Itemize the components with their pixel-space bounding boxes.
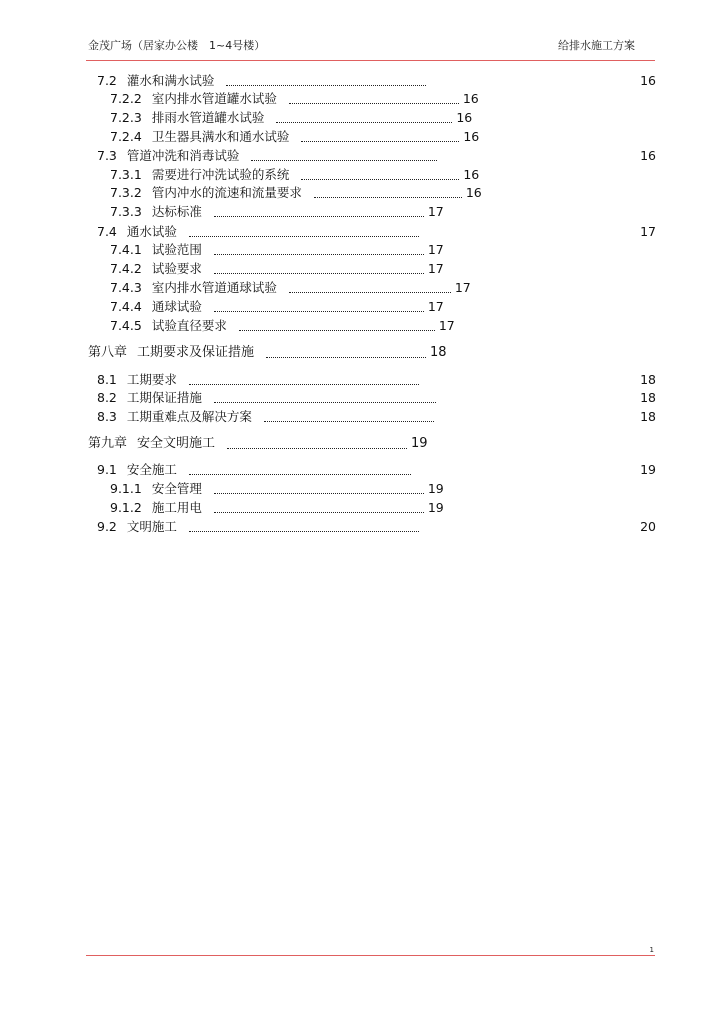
- toc-entry-page: 18: [640, 390, 656, 405]
- toc-entry-title: 室内排水管道通球试验: [151, 280, 277, 295]
- toc-entry-title: 排雨水管道罐水试验: [151, 110, 265, 125]
- toc-entry-title: 管内冲水的流速和流量要求: [151, 185, 302, 200]
- toc-entry-number: 8.2: [97, 390, 117, 405]
- toc-entry-number: 8.3: [97, 409, 117, 424]
- toc-entry-title: 工期要求: [126, 372, 177, 387]
- toc-leader-dots: [239, 329, 435, 331]
- toc-entry-number: 7.2.2: [110, 91, 142, 106]
- toc-leader-dots: [251, 159, 437, 161]
- toc-entry-page: 17: [427, 204, 444, 219]
- toc-entry-number: 7.2.3: [110, 110, 142, 125]
- toc-entry-title: 文明施工: [126, 519, 177, 534]
- toc-entry-page: 19: [427, 500, 444, 515]
- toc-entry-7-3-1[interactable]: [110, 166, 479, 184]
- toc-leader-dots: [214, 272, 424, 274]
- toc-entry-page: 16: [462, 91, 479, 106]
- toc-entry-7-4-1[interactable]: [110, 241, 444, 259]
- toc-entry-title: 通水试验: [126, 224, 177, 239]
- toc-entry-page: 19: [640, 462, 656, 477]
- header-document-title: 金茂广场（居家办公楼 1~4号楼）: [88, 39, 266, 52]
- toc-entry-number: 7.4.3: [110, 280, 142, 295]
- toc-entry-page: 20: [640, 519, 656, 534]
- toc-entry-page: 17: [454, 280, 471, 295]
- toc-entry-7-3-3[interactable]: [110, 203, 444, 221]
- toc-entry-title: 安全管理: [151, 481, 202, 496]
- toc-entry-title: 试验要求: [151, 261, 202, 276]
- toc-entry-9-1-1[interactable]: [110, 480, 444, 498]
- header-divider: [86, 60, 655, 61]
- toc-chapter-number: 第八章: [88, 345, 128, 360]
- toc-leader-dots: [289, 291, 451, 293]
- toc-leader-dots: [214, 511, 424, 513]
- toc-entry-7-2[interactable]: [97, 72, 656, 90]
- toc-chapter-8[interactable]: [88, 344, 447, 362]
- toc-entry-number: 7.4.4: [110, 299, 142, 314]
- toc-entry-page: 16: [463, 129, 480, 144]
- toc-entry-title: 室内排水管道罐水试验: [151, 91, 277, 106]
- toc-chapter-number: 第九章: [88, 436, 128, 451]
- toc-leader-dots: [301, 140, 459, 142]
- toc-leader-dots: [214, 492, 424, 494]
- toc-entry-title: 工期重难点及解决方案: [126, 409, 252, 424]
- toc-entry-page: 16: [465, 185, 482, 200]
- toc-entry-page: 18: [640, 372, 656, 387]
- toc-entry-title: 工期保证措施: [126, 390, 202, 405]
- toc-entry-number: 7.4: [97, 224, 117, 239]
- toc-entry-8-3[interactable]: [97, 408, 656, 426]
- toc-leader-dots: [227, 447, 407, 449]
- header-section-title: 给排水施工方案: [558, 39, 635, 52]
- toc-entry-title: 达标标准: [151, 204, 202, 219]
- toc-entry-7-4-2[interactable]: [110, 260, 444, 278]
- page-number: 1: [649, 946, 654, 954]
- toc-leader-dots: [214, 310, 424, 312]
- toc-entry-number: 8.1: [97, 372, 117, 387]
- toc-entry-8-1[interactable]: [97, 371, 656, 389]
- toc-entry-title: 安全施工: [126, 462, 177, 477]
- toc-entry-title: 卫生器具满水和通水试验: [151, 129, 290, 144]
- toc-leader-dots: [226, 84, 426, 86]
- toc-entry-page: 18: [640, 409, 656, 424]
- toc-entry-number: 7.2: [97, 73, 117, 88]
- toc-leader-dots: [314, 196, 462, 198]
- footer-divider: [86, 955, 655, 956]
- toc-leader-dots: [266, 356, 426, 358]
- toc-entry-page: 16: [456, 110, 473, 125]
- toc-entry-number: 9.1: [97, 462, 117, 477]
- toc-leader-dots: [214, 215, 424, 217]
- toc-leader-dots: [301, 178, 459, 180]
- toc-entry-7-4-5[interactable]: [110, 317, 455, 335]
- toc-entry-number: 7.3.2: [110, 185, 142, 200]
- toc-leader-dots: [276, 121, 452, 123]
- toc-entry-7-3-2[interactable]: [110, 184, 482, 202]
- toc-entry-page: 17: [427, 299, 444, 314]
- toc-entry-number: 9.1.1: [110, 481, 142, 496]
- toc-entry-page: 17: [427, 261, 444, 276]
- toc-entry-title: 管道冲洗和消毒试验: [126, 148, 240, 163]
- toc-chapter-9[interactable]: [88, 435, 428, 453]
- toc-entry-number: 9.1.2: [110, 500, 142, 515]
- toc-chapter-page: 18: [430, 345, 447, 360]
- toc-entry-page: 16: [640, 73, 656, 88]
- toc-entry-9-2[interactable]: [97, 518, 656, 536]
- toc-entry-7-2-3[interactable]: [110, 109, 472, 127]
- toc-leader-dots: [289, 102, 459, 104]
- toc-leader-dots: [189, 383, 419, 385]
- toc-entry-title: 通球试验: [151, 299, 202, 314]
- toc-entry-number: 7.4.2: [110, 261, 142, 276]
- toc-entry-7-3[interactable]: [97, 147, 656, 165]
- toc-entry-number: 7.3: [97, 148, 117, 163]
- toc-entry-page: 19: [427, 481, 444, 496]
- toc-chapter-title: 工期要求及保证措施: [137, 345, 255, 360]
- toc-entry-title: 灌水和满水试验: [126, 73, 215, 88]
- toc-entry-7-2-2[interactable]: [110, 90, 479, 108]
- toc-entry-number: 9.2: [97, 519, 117, 534]
- toc-entry-number: 7.2.4: [110, 129, 142, 144]
- toc-leader-dots: [264, 420, 434, 422]
- toc-chapter-page: 19: [411, 436, 428, 451]
- toc-entry-number: 7.4.5: [110, 318, 142, 333]
- toc-entry-8-2[interactable]: [97, 389, 656, 407]
- toc-entry-7-4[interactable]: [97, 223, 656, 241]
- toc-entry-number: 7.3.3: [110, 204, 142, 219]
- toc-entry-title: 施工用电: [151, 500, 202, 515]
- toc-entry-7-4-3[interactable]: [110, 279, 471, 297]
- toc-leader-dots: [189, 235, 419, 237]
- toc-entry-7-4-4[interactable]: [110, 298, 444, 316]
- toc-leader-dots: [214, 401, 436, 403]
- toc-entry-page: 17: [640, 224, 656, 239]
- toc-entry-number: 7.3.1: [110, 167, 142, 182]
- toc-entry-title: 试验直径要求: [151, 318, 227, 333]
- toc-entry-number: 7.4.1: [110, 242, 142, 257]
- toc-entry-7-2-4[interactable]: [110, 128, 479, 146]
- toc-entry-page: 17: [427, 242, 444, 257]
- toc-entry-page: 16: [640, 148, 656, 163]
- toc-leader-dots: [189, 530, 419, 532]
- toc-entry-title: 试验范围: [151, 242, 202, 257]
- toc-entry-page: 16: [463, 167, 480, 182]
- toc-entry-9-1-2[interactable]: [110, 499, 444, 517]
- toc-chapter-title: 安全文明施工: [137, 436, 216, 451]
- toc-entry-title: 需要进行冲洗试验的系统: [151, 167, 290, 182]
- toc-entry-9-1[interactable]: [97, 461, 656, 479]
- toc-entry-page: 17: [438, 318, 455, 333]
- toc-leader-dots: [189, 473, 411, 475]
- toc-leader-dots: [214, 253, 424, 255]
